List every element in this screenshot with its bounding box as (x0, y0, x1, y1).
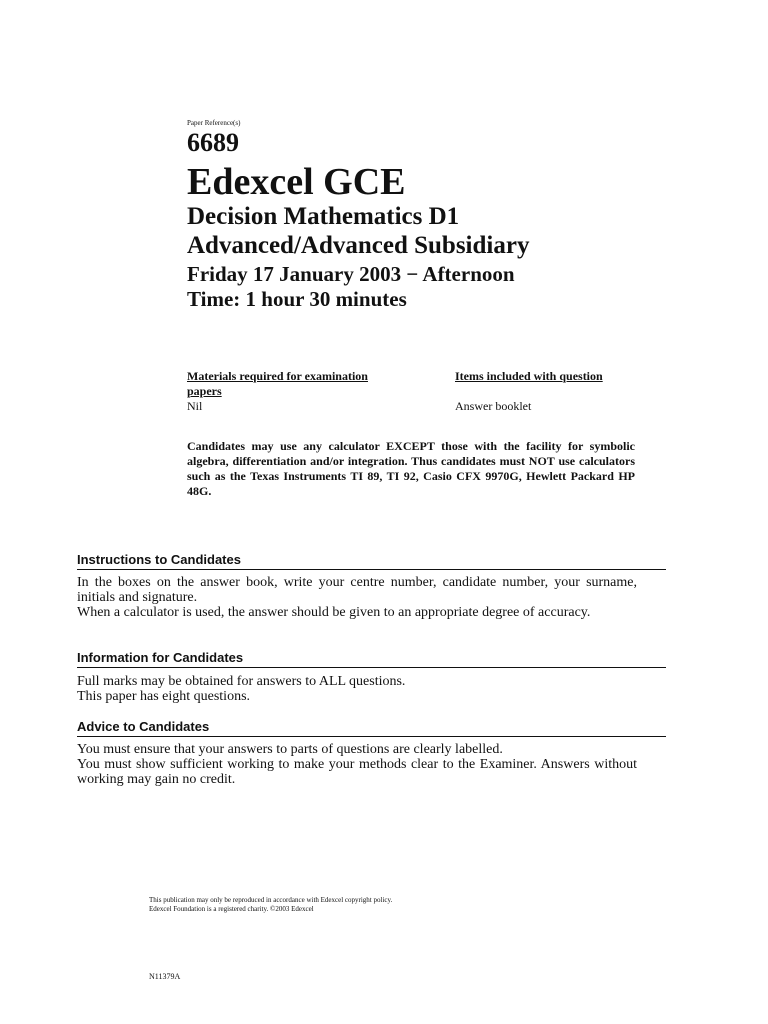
instructions-heading: Instructions to Candidates (77, 552, 666, 570)
items-included-value: Answer booklet (455, 399, 532, 413)
exam-board-title: Edexcel GCE (187, 161, 406, 203)
advice-body (77, 742, 637, 787)
subject-title: Decision Mathematics D1 (187, 203, 460, 230)
exam-date: Friday 17 January 2003 − Afternoon (187, 262, 515, 286)
advice-line: You must ensure that your answers to parts of questions are clearly labelled. (77, 742, 503, 757)
materials-required-heading: Materials required for examination papers (187, 369, 368, 398)
instructions-line: When a calculator is used, the answer should be given to an appropriate degree of accuracy. (77, 605, 591, 620)
paper-reference-label: Paper Reference(s) (187, 119, 241, 127)
information-body (77, 674, 637, 704)
materials-required-value: Nil (187, 399, 203, 413)
copyright-notice (149, 896, 392, 914)
information-line: This paper has eight questions. (77, 689, 251, 704)
items-included-heading: Items included with question (455, 369, 603, 383)
information-line: Full marks may be obtained for answers to ALL questions. (77, 674, 406, 689)
calculator-note: Candidates may use any calculator EXCEPT those with the facility for symbolic algebra, differentiation and/or integration. Thus candidates must NOT use calculators such as the Texas Instruments TI 89, TI 92, Casio CFX 9970G, Hewlett Packard HP 48G. (187, 439, 635, 498)
advice-heading: Advice to Candidates (77, 719, 666, 737)
copyright-line: This publication may only be reproduced in accordance with Edexcel copyright policy. (149, 896, 393, 904)
document-code: N11379A (149, 972, 181, 981)
information-heading: Information for Candidates (77, 650, 666, 668)
level-title: Advanced/Advanced Subsidiary (187, 232, 530, 259)
copyright-line: Edexcel Foundation is a registered charity. ©2003 Edexcel (149, 905, 314, 913)
exam-time: Time: 1 hour 30 minutes (187, 287, 407, 311)
advice-line: You must show sufficient working to make your methods clear to the Examiner. Answers without working may gain no credit. (77, 757, 637, 787)
instructions-line: In the boxes on the answer book, write your centre number, candidate number, your surname, initials and signature. (77, 575, 637, 605)
instructions-body (77, 575, 637, 620)
paper-number: 6689 (187, 128, 239, 157)
